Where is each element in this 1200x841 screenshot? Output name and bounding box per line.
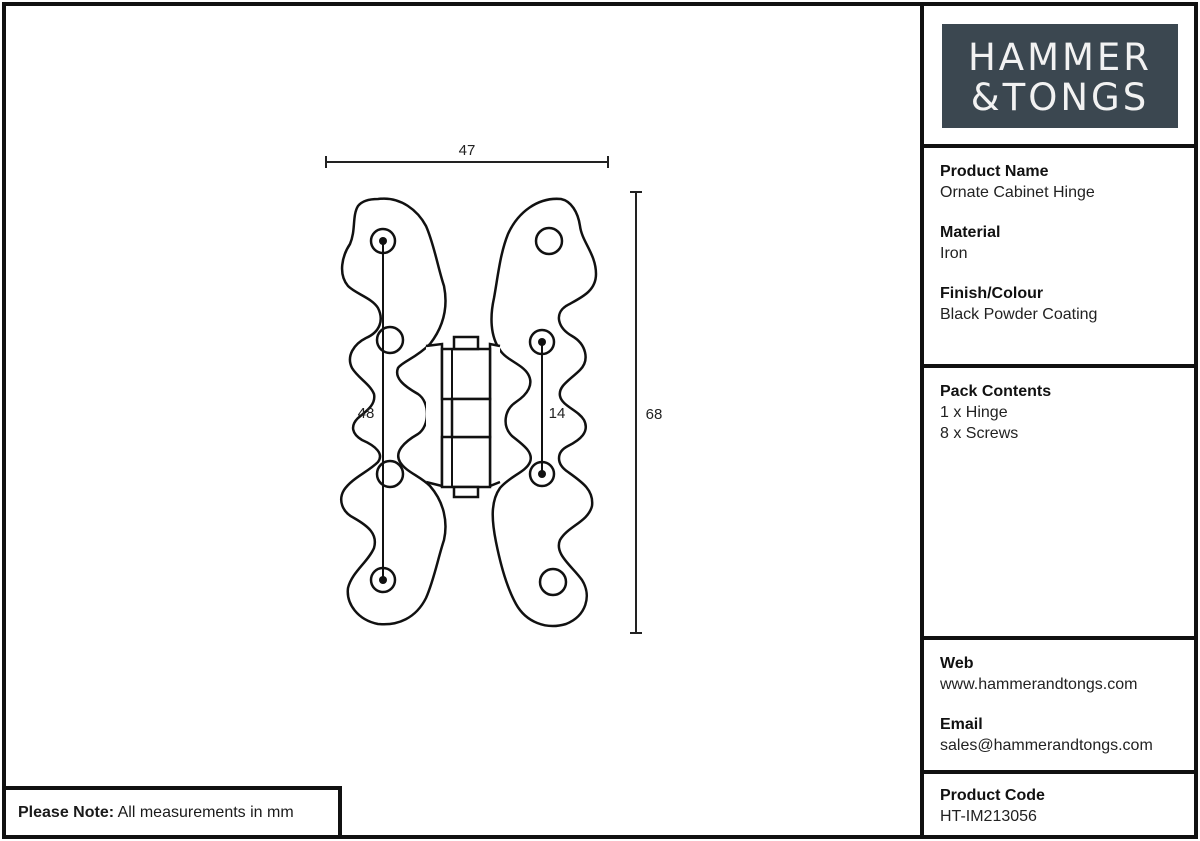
web-link[interactable]: www.hammerandtongs.com <box>940 676 1138 693</box>
technical-drawing <box>6 6 920 835</box>
pack-contents-label: Pack Contents <box>940 383 1052 400</box>
note-label: Please Note: <box>18 804 115 821</box>
product-name-label: Product Name <box>940 163 1049 180</box>
material-value: Iron <box>940 245 968 262</box>
pack-item: 8 x Screws <box>940 425 1019 442</box>
contact-panel <box>924 640 1194 774</box>
hinge-knuckle <box>426 337 500 497</box>
finish-label: Finish/Colour <box>940 285 1044 302</box>
info-sidebar <box>920 6 1194 835</box>
product-name-value: Ornate Cabinet Hinge <box>940 184 1095 201</box>
logo-line2: &TONGS <box>970 76 1150 119</box>
note-text: All measurements in mm <box>117 804 294 821</box>
measurement-note <box>6 786 342 835</box>
product-code-value: HT-IM213056 <box>940 808 1037 825</box>
outer-spacing-label: 48 <box>357 405 375 422</box>
width-dimension <box>326 142 608 168</box>
finish-value: Black Powder Coating <box>940 306 1098 323</box>
web-label: Web <box>940 655 974 672</box>
email-link[interactable]: sales@hammerandtongs.com <box>940 737 1153 754</box>
logo-line1: HAMMER <box>967 36 1153 79</box>
product-code-label: Product Code <box>940 787 1045 804</box>
height-dimension <box>630 192 662 633</box>
spec-sheet <box>2 2 1198 839</box>
product-info-panel <box>924 148 1194 368</box>
material-label: Material <box>940 224 1001 241</box>
width-label: 47 <box>458 142 476 159</box>
inner-spacing-label: 14 <box>548 405 566 422</box>
hinge-right-leaf <box>492 199 596 626</box>
pack-contents-panel <box>924 368 1194 640</box>
product-code-panel <box>924 774 1194 835</box>
height-label: 68 <box>645 406 663 423</box>
logo-panel <box>924 6 1194 148</box>
brand-logo <box>942 24 1178 128</box>
pack-item: 1 x Hinge <box>940 404 1008 421</box>
email-label: Email <box>940 716 983 733</box>
hinge-drawing-svg <box>6 6 920 835</box>
